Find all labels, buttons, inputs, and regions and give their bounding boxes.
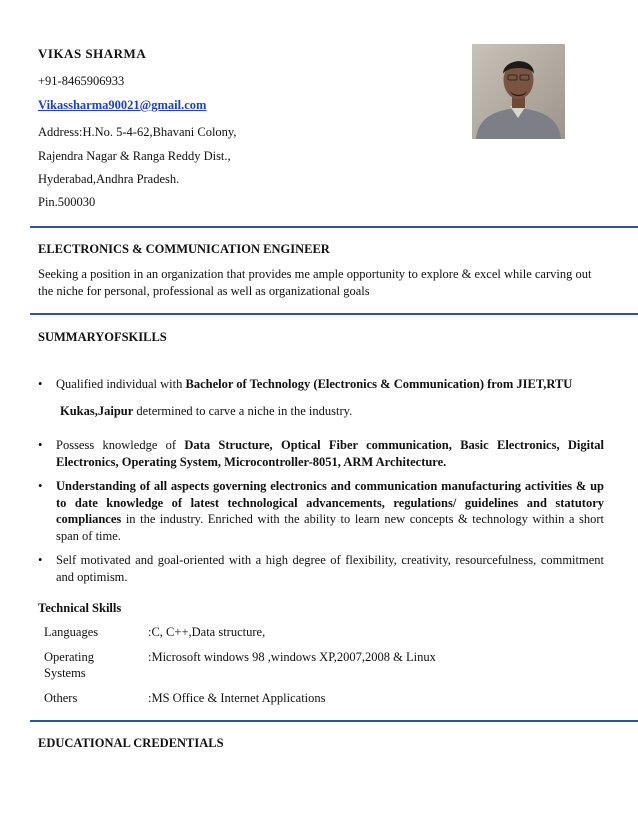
skill-text: Possess knowledge of [56, 438, 185, 452]
section-divider [30, 226, 638, 228]
skill-emphasis: Understanding of all aspects governing electronics and communication manufacturing activities & up to date knowledge of latest technological advancements, regulations/ guidelines and statutory compliances [56, 479, 604, 526]
skill-category: Languages [44, 625, 99, 639]
email-link[interactable]: Vikassharma90021@gmail.com [38, 98, 207, 112]
list-item [38, 478, 604, 544]
skill-emphasis: Bachelor of Technology (Electronics & Communication) from JIET,RTU [185, 377, 573, 391]
list-item [38, 376, 604, 419]
skill-text: in the industry. Enriched with the ability to learn new concepts & technology within a short span of time. [56, 512, 604, 543]
skills-list [38, 376, 604, 585]
skill-emphasis: Kukas,Jaipur [60, 403, 134, 418]
phone-number: +91-8465906933 [38, 74, 125, 88]
objective-title: ELECTRONICS & COMMUNICATION ENGINEER [38, 242, 330, 256]
profile-photo [472, 44, 565, 139]
skill-value: :MS Office & Internet Applications [148, 691, 326, 705]
table-row [38, 690, 436, 706]
skill-value: :C, C++,Data structure, [148, 625, 266, 639]
section-divider [30, 720, 638, 722]
technical-skills-table [38, 624, 436, 706]
skill-text: Qualified individual with [56, 377, 186, 391]
address-pin: Pin.500030 [38, 195, 96, 209]
list-item [38, 437, 604, 470]
skill-emphasis: Data Structure, Optical Fiber communication, Basic Electronics, Digital Electronics, Operating System, Microcontroller-8051, ARM Architecture. [56, 438, 605, 469]
skill-category: Operating Systems [44, 650, 94, 680]
skill-category: Others [44, 691, 78, 705]
skill-text: determined to carve a niche in the industry. [133, 403, 353, 418]
list-item [38, 552, 604, 585]
objective-text: Seeking a position in an organization that provides me ample opportunity to explore & excel while carving out the niche for personal, professional as well as organizational goals [38, 267, 592, 298]
section-divider [30, 313, 638, 315]
skill-value: :Microsoft windows 98 ,windows XP,2007,2008 & Linux [148, 650, 436, 664]
candidate-name: VIKAS SHARMA [38, 46, 147, 61]
address-line-1: Address:H.No. 5-4-62,Bhavani Colony, [38, 125, 237, 139]
address-line-3: Hyderabad,Andhra Pradesh. [38, 172, 180, 186]
technical-skills-title: Technical Skills [38, 601, 122, 615]
education-title: EDUCATIONAL CREDENTIALS [38, 736, 224, 750]
skill-text: Self motivated and goal-oriented with a high degree of flexibility, creativity, resourcefulness, commitment and optimism. [56, 553, 604, 584]
table-row [38, 649, 436, 690]
table-row [38, 624, 436, 649]
address-line-2: Rajendra Nagar & Ranga Reddy Dist., [38, 149, 231, 163]
summary-title: SUMMARYOFSKILLS [38, 330, 167, 344]
